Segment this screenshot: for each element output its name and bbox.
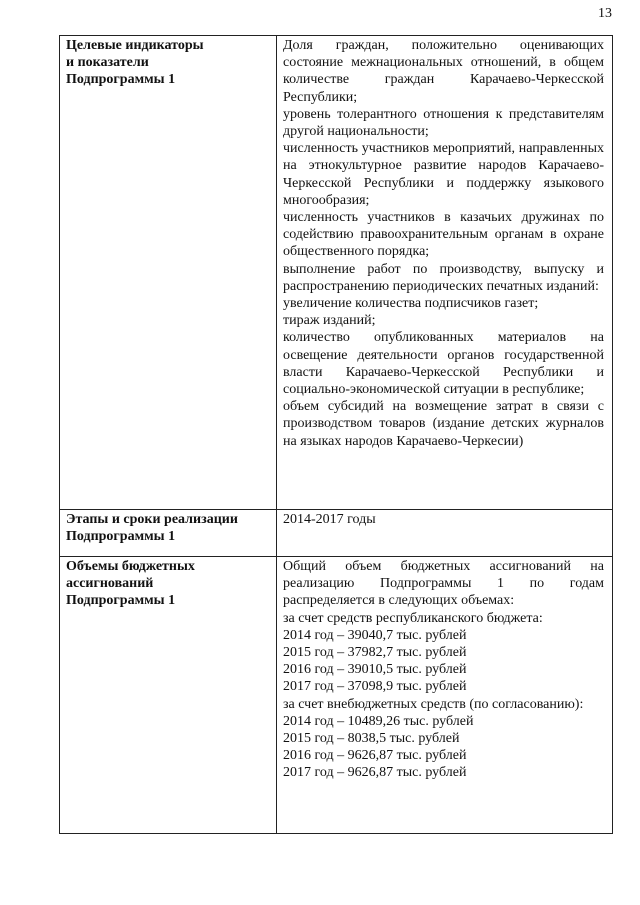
budget-line: 2017 год – 9626,87 тыс. рублей bbox=[283, 765, 467, 781]
content-cell-stages bbox=[277, 510, 613, 557]
passport-table bbox=[59, 35, 613, 834]
indicator-item: численность участников в казачьих дружинах по содействию правоохранительным органам в охране общественного порядка; bbox=[283, 210, 604, 260]
budget-line: 2015 год – 8038,5 тыс. рублей bbox=[283, 731, 460, 747]
budget-intro: Общий объем бюджетных ассигнований на реализацию Подпрограммы 1 по годам распределяется в следующих объемах: bbox=[283, 559, 604, 609]
budget-line: 2016 год – 9626,87 тыс. рублей bbox=[283, 748, 467, 764]
indicator-item: численность участников мероприятий, направленных на этнокультурное развитие народов Карачаево-Черкесской Республики и поддержку языкового многообразия; bbox=[283, 141, 604, 208]
table-row-budget bbox=[60, 557, 613, 834]
content-cell-indicators bbox=[277, 36, 613, 510]
indicator-item: увеличение количества подписчиков газет; bbox=[283, 296, 539, 312]
page-number: 13 bbox=[598, 6, 612, 21]
indicator-item: количество опубликованных материалов на освещение деятельности органов государственной власти Карачаево-Черкесской Республики и социально-экономической ситуации в республике; bbox=[283, 330, 604, 398]
row-label: Целевые индикаторы и показатели Подпрограммы 1 bbox=[66, 38, 204, 88]
table-row-stages bbox=[60, 510, 613, 557]
budget-line: 2014 год – 10489,26 тыс. рублей bbox=[283, 713, 474, 729]
row-label: Этапы и сроки реализации Подпрограммы 1 bbox=[66, 512, 238, 545]
budget-line: 2017 год – 37098,9 тыс. рублей bbox=[283, 679, 467, 695]
indicator-item: объем субсидий на возмещение затрат в связи с производством товаров (издание детских журналов на языках народов Карачаево-Черкесии) bbox=[283, 399, 604, 449]
indicator-item: Доля граждан, положительно оценивающих состояние межнациональных отношений, в общем количестве граждан Карачаево-Черкесской Республики; bbox=[283, 38, 604, 105]
label-cell-stages bbox=[60, 510, 277, 557]
indicator-item: уровень толерантного отношения к представителям другой национальности; bbox=[283, 106, 604, 140]
content-cell-budget bbox=[277, 557, 613, 834]
extrabudget-heading: за счет внебюджетных средств (по согласованию): bbox=[283, 696, 584, 712]
table-row-indicators bbox=[60, 36, 613, 510]
stages-text: 2014-2017 годы bbox=[283, 512, 376, 527]
budget-line: 2016 год – 39010,5 тыс. рублей bbox=[283, 662, 467, 678]
label-cell-indicators bbox=[60, 36, 277, 510]
budget-line: 2015 год – 37982,7 тыс. рублей bbox=[283, 645, 467, 661]
indicator-item: выполнение работ по производству, выпуску и распространению периодических печатных изданий: bbox=[283, 261, 604, 294]
label-cell-budget bbox=[60, 557, 277, 834]
budget-line: 2014 год – 39040,7 тыс. рублей bbox=[283, 627, 467, 643]
republic-budget-heading: за счет средств республиканского бюджета: bbox=[283, 610, 543, 626]
indicator-item: тираж изданий; bbox=[283, 313, 376, 329]
row-label: Объемы бюджетных ассигнований Подпрограммы 1 bbox=[66, 559, 195, 609]
